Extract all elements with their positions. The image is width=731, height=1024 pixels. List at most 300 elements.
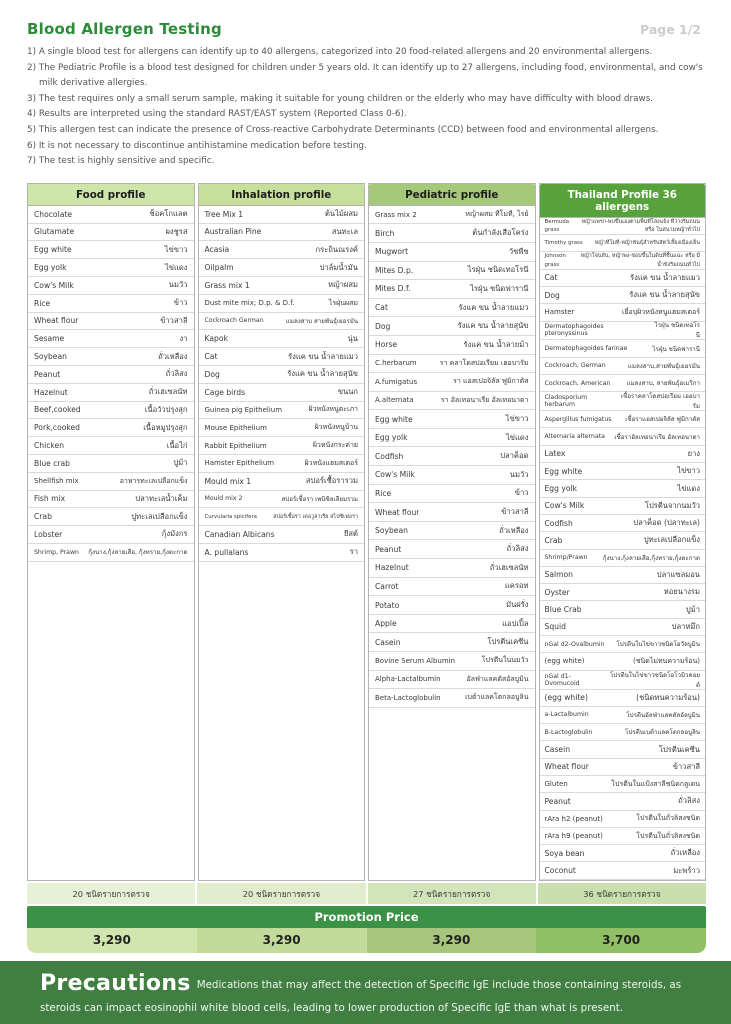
allergen-name-en: Crab xyxy=(34,512,52,522)
allergen-row xyxy=(540,567,706,584)
allergen-name-en: Casein xyxy=(375,637,401,647)
allergen-name-en: Cow's Milk xyxy=(34,280,74,290)
allergen-name-en: Oyster xyxy=(544,587,570,597)
allergen-name-en: Soya bean xyxy=(544,848,585,858)
allergen-name-th: อาหารทะเลเปลือกแข็ง xyxy=(119,476,188,485)
allergen-row xyxy=(540,828,706,845)
allergen-name-th: ไรฝุ่นผสม xyxy=(328,298,358,307)
column-body xyxy=(199,206,365,880)
allergen-name-th: เชื้อราคลาโดสปอเรียม เฮอบารัม xyxy=(620,393,700,411)
allergen-name-th: โปรตีนในแป้งสาลีชนิดกลูเตน xyxy=(611,779,700,788)
allergen-name-en: Hazelnut xyxy=(375,563,409,573)
allergen-name-th: มันฝรั่ง xyxy=(506,600,529,610)
allergen-row xyxy=(369,206,535,225)
allergen-row xyxy=(369,355,535,374)
profile-column-thailand xyxy=(539,183,707,881)
allergen-row xyxy=(199,277,365,295)
allergen-row xyxy=(199,544,365,562)
allergen-row xyxy=(369,392,535,411)
allergen-row xyxy=(199,330,365,348)
allergen-name-en: Casein xyxy=(544,745,571,755)
column-count: 27 ชนิดรายการตรวจ xyxy=(368,883,536,904)
allergen-name-th: ผิวหนังแฮมสเตอร์ xyxy=(304,458,358,467)
allergen-row xyxy=(369,522,535,541)
allergen-name-th: ปลาทะเลน้ำเค็ม xyxy=(135,493,188,503)
allergen-name-th: ผิวหนังหนูบ้าน xyxy=(314,423,358,432)
allergen-name-th: หญ้าโจนสัน, หญ้าพง-ชอบขึ้นในดินที่ชื้นแฉะ หรือ มีน้ำขังริมถนนทั่วไป xyxy=(580,253,700,268)
allergen-name-en: Potato xyxy=(375,600,400,610)
allergen-name-en: Egg yolk xyxy=(544,484,577,493)
allergen-name-en: Carrot xyxy=(375,581,399,591)
allergen-row xyxy=(540,322,706,341)
allergen-row xyxy=(199,313,365,331)
allergen-name-en: Beta-Lactoglobulin xyxy=(375,693,441,702)
allergen-row xyxy=(28,384,194,402)
allergen-name-en: Codfish xyxy=(544,518,573,528)
allergen-row xyxy=(28,366,194,384)
allergen-name-th: โปรตีนในถั่วลิสงชนิด xyxy=(636,831,700,840)
allergen-row xyxy=(199,508,365,526)
allergen-name-th: ไรฝุ่น ชนิดฟารานี xyxy=(652,345,700,353)
allergen-name-en: Apple xyxy=(375,619,397,629)
allergen-row xyxy=(199,295,365,313)
allergen-row xyxy=(540,480,706,497)
allergen-row xyxy=(540,270,706,287)
allergen-name-th: เชื้อราอัลเทอนาเรีย อัลเทอนาตา xyxy=(614,433,700,441)
allergen-name-en: Sesame xyxy=(34,334,65,344)
allergen-name-th: เนื้อวัวปรุงสุก xyxy=(144,404,188,414)
allergen-name-en: Mouse Epithelium xyxy=(204,423,267,432)
allergen-name-th: สปอร์เชื้อรา เคอวูลาเรีย สไปซิเฟอรา xyxy=(273,513,358,520)
allergen-name-en: Dog xyxy=(544,290,560,300)
allergen-row xyxy=(199,455,365,473)
allergen-name-th: ไรฝุ่น ชนิดเทอโรนี xyxy=(654,322,700,340)
allergen-name-en: Guinea pig Epithelium xyxy=(204,405,283,414)
allergen-row xyxy=(199,384,365,402)
allergen-row xyxy=(369,671,535,690)
allergen-name-en: Mites D.p. xyxy=(375,265,414,275)
allergen-name-th: ปลาแซลมอน xyxy=(656,569,700,579)
allergen-name-th: ปลาหมึก xyxy=(671,621,700,631)
allergen-name-en: Hamster Epithelium xyxy=(204,459,275,468)
allergen-row xyxy=(28,437,194,455)
allergen-name-en: Bovine Serum Albumin xyxy=(375,656,456,665)
allergen-name-th: ผงชูรส xyxy=(165,226,188,236)
allergen-row xyxy=(540,358,706,375)
allergen-row xyxy=(540,515,706,532)
allergen-name-th: แครอท xyxy=(504,581,529,591)
allergen-row xyxy=(540,759,706,776)
allergen-row xyxy=(28,526,194,544)
allergen-row xyxy=(369,596,535,615)
allergen-row xyxy=(199,437,365,455)
allergen-name-th: ไข่แดง xyxy=(677,483,700,493)
allergen-name-en: Acasia xyxy=(204,245,230,255)
allergen-row xyxy=(369,540,535,559)
allergen-name-en: A.alternata xyxy=(375,396,414,405)
allergen-name-en: Cockroach, American xyxy=(544,379,611,387)
allergen-name-th: เนื้อหมูปรุงสุก xyxy=(143,422,188,432)
allergen-row xyxy=(540,653,706,670)
allergen-name-th: แมลงสาบ, สายพันธุ์อเมริกา xyxy=(626,380,700,388)
allergen-name-en: Cow's Milk xyxy=(375,470,415,480)
precautions-section xyxy=(0,961,731,1024)
allergen-name-th: นมวัว xyxy=(168,280,188,290)
allergen-name-en: Cockroach, German xyxy=(544,362,606,370)
allergen-name-en: Alpha-Lactalbumin xyxy=(375,675,441,684)
price-cell: 3,700 xyxy=(536,928,706,953)
allergen-row xyxy=(540,218,706,235)
allergen-name-en: Wheat flour xyxy=(34,316,79,326)
allergen-row xyxy=(540,446,706,463)
page-title: Blood Allergen Testing xyxy=(27,20,222,38)
allergen-name-en: Coconut xyxy=(544,866,576,876)
allergen-row xyxy=(540,793,706,810)
column-header: Pediatric profile xyxy=(369,184,535,206)
allergen-row xyxy=(540,463,706,480)
allergen-row xyxy=(369,485,535,504)
allergen-row xyxy=(28,277,194,295)
allergen-name-th: งา xyxy=(179,333,188,343)
allergen-row xyxy=(28,508,194,526)
allergen-name-en: Cladosporium herbarum xyxy=(544,394,588,409)
allergen-row xyxy=(540,724,706,741)
allergen-row xyxy=(199,473,365,491)
allergen-name-th: หญ้าทีโมที-หญ้าพันธุ์สำหรับสัตว์เลี้ยงเมืองเย็น xyxy=(594,240,700,247)
allergen-name-en: Aspergillus fumigatus xyxy=(544,415,612,423)
allergen-name-th: ต้นกำลังเสือโคร่ง xyxy=(472,228,529,238)
allergen-row xyxy=(199,224,365,242)
allergen-row xyxy=(540,235,706,252)
allergen-name-th: ถั่วเหลือง xyxy=(158,351,188,361)
allergen-name-th: ถั่วลิสง xyxy=(678,796,700,806)
allergen-name-th: โปรตีนในไข่ขาวชนิดโอวัลบูมิน xyxy=(616,641,700,649)
allergen-name-en: Peanut xyxy=(544,796,571,806)
allergen-name-en: Blue Crab xyxy=(544,605,582,615)
allergen-row xyxy=(28,206,194,224)
column-body xyxy=(369,206,535,880)
promotion-price-bar: Promotion Price xyxy=(27,906,706,928)
allergen-row xyxy=(540,690,706,707)
allergen-row xyxy=(540,304,706,321)
allergen-row xyxy=(540,532,706,549)
allergen-name-th: กุ้งนาง,กุ้งลายเสือ,กุ้งทราย,กุ้งตะกาด xyxy=(602,554,700,562)
price-cell: 3,290 xyxy=(197,928,367,953)
allergen-name-en: Timothy grass xyxy=(544,240,583,247)
allergen-name-en: Cow's Milk xyxy=(544,501,585,511)
allergen-row xyxy=(540,340,706,357)
allergen-name-en: Wheat flour xyxy=(544,762,589,772)
allergen-name-en: (egg white) xyxy=(544,657,585,666)
allergen-name-en: Cat xyxy=(544,273,558,283)
allergen-name-th: รังแค ขน น้ำลายแมว xyxy=(630,272,700,282)
allergen-row xyxy=(540,619,706,636)
allergen-name-en: Cockroach German xyxy=(204,317,264,325)
allergen-name-th: ปาล์มน้ำมัน xyxy=(319,262,358,272)
allergen-name-th: ปูม้า xyxy=(685,604,700,614)
allergen-name-en: Salmon xyxy=(544,570,573,580)
allergen-name-th: รังแค ขน น้ำลายสุนัข xyxy=(629,290,700,300)
allergen-name-th: รา แอสเปอจิลัส ฟูมิกาตัส xyxy=(453,377,529,386)
allergen-name-en: Chicken xyxy=(34,441,65,450)
allergen-name-th: ปูม้า xyxy=(173,458,188,468)
allergen-name-th: รา xyxy=(349,547,358,557)
allergen-row xyxy=(540,550,706,567)
price-cell: 3,290 xyxy=(27,928,197,953)
counts-row xyxy=(27,883,706,904)
allergen-name-th: เชื้อราแอสเปอจิลัส ฟูมิกาตัส xyxy=(625,416,700,424)
allergen-row xyxy=(540,252,706,269)
allergen-row xyxy=(28,419,194,437)
allergen-name-th: กุ้งมังกร xyxy=(161,529,188,539)
allergen-name-th: ปูทะเลเปลือกแข็ง xyxy=(131,511,188,521)
allergen-name-en: Dermatophagoides pteronyssinus xyxy=(544,323,604,338)
page-number: Page 1/2 xyxy=(640,22,701,37)
allergen-row xyxy=(369,336,535,355)
profile-column-pediatric xyxy=(368,183,536,881)
allergen-name-th: โปรตีนอัลฟ่าแลคตัลอัลบูมิน xyxy=(626,711,700,719)
allergen-name-th: กระถินณรงค์ xyxy=(315,244,358,254)
allergen-name-th: ถั่วลิสง xyxy=(165,369,188,379)
allergen-name-th: ผิวหนังกระต่าย xyxy=(312,441,358,449)
allergen-name-th: ผิวหนังหนูตะเภา xyxy=(308,405,358,414)
allergen-name-th: โปรตีนในนมวัว xyxy=(481,656,529,665)
allergen-name-en: Soybean xyxy=(375,526,408,536)
intro-item: 2) The Pediatric Profile is a blood test designed for children under 5 years old. It can identify up to 27 allergens, including food, environmental, and cow's milk derivative allergies. xyxy=(27,62,703,89)
allergen-row xyxy=(540,671,706,690)
allergen-name-en: Bermuda grass xyxy=(544,218,570,233)
allergen-name-th: ปูทะเลเปลือกแข็ง xyxy=(643,535,700,545)
allergen-name-en: Curvularia spicifera xyxy=(204,513,257,520)
allergen-row xyxy=(199,526,365,544)
allergen-name-en: Egg white xyxy=(34,245,72,255)
allergen-row xyxy=(369,299,535,318)
allergen-name-th: เนื้อไก่ xyxy=(166,440,188,450)
allergen-name-en: Crab xyxy=(544,535,563,545)
allergen-row xyxy=(540,375,706,392)
allergen-name-en: Rabbit Epithelium xyxy=(204,441,267,450)
allergen-name-th: อัลฟ่าแลคตัสอัลบูมิน xyxy=(466,674,529,683)
allergen-row xyxy=(540,862,706,879)
allergen-name-th: โปรตีนจากนมวัว xyxy=(644,500,700,510)
allergen-name-en: nGal d2-Ovalbumin xyxy=(544,640,605,648)
allergen-name-en: Shrimp, Prawn xyxy=(34,548,79,556)
allergen-name-en: Egg yolk xyxy=(375,433,408,443)
price-row xyxy=(27,928,706,953)
allergen-name-th: ช็อคโกแลต xyxy=(149,209,188,219)
allergen-row xyxy=(540,428,706,445)
allergen-name-th: โปรตีนในถั่วลิสงชนิด xyxy=(636,814,700,823)
allergen-row xyxy=(369,652,535,671)
allergen-name-th: สปอร์เชื้อรารวม xyxy=(305,476,358,486)
price-cell: 3,290 xyxy=(367,928,537,953)
allergen-name-en: B-Lactoglobulin xyxy=(544,728,593,736)
allergen-name-th: ถั่วเฮเซลนัท xyxy=(148,387,188,397)
allergen-name-en: Rice xyxy=(34,298,51,308)
allergen-row xyxy=(369,466,535,485)
allergen-name-en: Cat xyxy=(375,303,388,313)
allergen-row xyxy=(369,280,535,299)
allergen-row xyxy=(28,295,194,313)
column-count: 20 ชนิดรายการตรวจ xyxy=(27,883,195,904)
allergen-name-en: Dog xyxy=(204,369,220,379)
allergen-name-th: ยาง xyxy=(687,448,700,458)
allergen-row xyxy=(540,636,706,653)
allergen-row xyxy=(369,503,535,522)
allergen-row xyxy=(199,259,365,277)
allergen-row xyxy=(28,491,194,509)
allergen-row xyxy=(540,707,706,724)
allergen-row xyxy=(540,741,706,758)
allergen-row xyxy=(28,348,194,366)
allergen-row xyxy=(540,498,706,515)
allergen-row xyxy=(28,313,194,331)
column-header: Food profile xyxy=(28,184,194,206)
allergen-row xyxy=(369,633,535,652)
allergen-name-en: nGal d1-Ovomucoid xyxy=(544,672,580,687)
allergen-name-en: Dust mite mix; D.p. & D.f. xyxy=(204,299,295,308)
allergen-name-en: Mites D.f. xyxy=(375,284,411,294)
allergen-name-th: นมวัว xyxy=(509,469,529,479)
allergen-row xyxy=(28,330,194,348)
allergen-row xyxy=(540,392,706,411)
allergen-name-en: Squid xyxy=(544,622,566,632)
allergen-name-th: มะพร้าว xyxy=(673,865,700,875)
allergen-name-th: แมลงสาบ,สายพันธุ์เยอรมัน xyxy=(627,362,700,370)
precautions-title: Precautions xyxy=(40,971,191,996)
allergen-name-th: เบต้าแลคโตกลอบูลิน xyxy=(465,693,529,702)
allergen-row xyxy=(369,578,535,597)
allergen-name-th: หญ้าผสม xyxy=(328,280,358,290)
profiles-grid xyxy=(27,183,706,881)
allergen-name-th: สปอร์เชื้อรา เพนิซิลเลียมรวม xyxy=(281,495,358,503)
allergen-name-en: Rice xyxy=(375,488,392,498)
allergen-name-en: Grass mix 1 xyxy=(204,280,250,290)
allergen-name-th: ไข่แดง xyxy=(164,262,188,272)
allergen-name-en: Hazelnut xyxy=(34,387,68,397)
allergen-row xyxy=(369,689,535,708)
intro-list xyxy=(27,45,706,170)
allergen-name-th: ปลาค็อด xyxy=(500,451,529,461)
allergen-name-en: Oilpalm xyxy=(204,263,234,273)
allergen-row xyxy=(28,455,194,473)
allergen-name-en: Tree Mix 1 xyxy=(204,209,244,219)
allergen-name-en: Peanut xyxy=(34,369,61,379)
allergen-name-th: ไรฝุ่น ชนิดฟารานี xyxy=(470,283,529,293)
intro-item: 3) The test requires only a small serum sample, making it suitable for young children or the elderly who may have difficulty with blood draws. xyxy=(27,93,654,104)
allergen-name-th: ไรฝุ่น ชนิดเทอโรนี xyxy=(467,265,529,275)
allergen-name-en: Australian Pine xyxy=(204,227,262,237)
allergen-name-en: A. pullalans xyxy=(204,547,249,557)
allergen-name-th: หอยนางรม xyxy=(663,587,700,597)
allergen-name-en: Egg white xyxy=(544,466,583,476)
allergen-name-th: ไข่ขาว xyxy=(164,244,188,254)
allergen-row xyxy=(369,559,535,578)
allergen-row xyxy=(199,402,365,420)
allergen-name-en: Cage birds xyxy=(204,387,246,397)
allergen-name-th: (ชนิดทนความร้อน) xyxy=(636,692,700,702)
allergen-row xyxy=(28,224,194,242)
column-body xyxy=(28,206,194,880)
allergen-row xyxy=(540,776,706,793)
allergen-name-th: ถั่วเหลือง xyxy=(499,525,529,535)
allergen-name-th: ข้าว xyxy=(173,298,188,308)
allergen-name-en: Alternaria alternata xyxy=(544,433,605,441)
allergen-row xyxy=(369,615,535,634)
allergen-name-en: Gluten xyxy=(544,780,568,789)
allergen-name-en: Latex xyxy=(544,449,566,459)
allergen-name-en: Beef,cooked xyxy=(34,405,81,415)
allergen-row xyxy=(199,491,365,509)
allergen-name-en: a-Lactalbumin xyxy=(544,711,589,719)
allergen-name-th: สนทะเล xyxy=(331,226,358,236)
allergen-name-th: ยีสต์ xyxy=(343,529,358,539)
allergen-name-en: Cat xyxy=(204,352,218,362)
profile-column-food xyxy=(27,183,195,881)
allergen-name-en: Lobster xyxy=(34,529,63,539)
allergen-row xyxy=(199,206,365,224)
allergen-name-en: Johnson grass xyxy=(544,253,566,268)
allergen-name-en: Glutamate xyxy=(34,227,75,237)
allergen-row xyxy=(540,845,706,862)
allergen-name-th: หญ้าผสม ทีโมที, ไรย์ xyxy=(465,210,529,219)
allergen-name-th: รังแค ขน น้ำลายแมว xyxy=(288,351,358,361)
allergen-row xyxy=(369,224,535,243)
allergen-name-th: ถั่วเฮเซลนัท xyxy=(489,562,529,572)
allergen-name-en: Canadian Albicans xyxy=(204,529,275,539)
allergen-name-th: รา อัลเทอนาเรีย อัลเทอนาตา xyxy=(440,395,529,404)
allergen-name-en: Wheat flour xyxy=(375,507,420,517)
allergen-row xyxy=(540,584,706,601)
allergen-name-th: ไข่ขาว xyxy=(505,414,529,424)
allergen-row xyxy=(28,473,194,491)
allergen-name-en: Peanut xyxy=(375,544,402,554)
allergen-name-en: Kapok xyxy=(204,334,228,344)
allergen-name-en: Grass mix 2 xyxy=(375,210,417,219)
column-count: 36 ชนิดรายการตรวจ xyxy=(538,883,706,904)
allergen-name-en: Dermatophagoides farinae xyxy=(544,345,628,353)
allergen-row xyxy=(28,241,194,259)
allergen-name-th: โปรตีนเบต้าแลคโตกลอบูลิน xyxy=(625,729,700,737)
allergen-name-th: โปรตีนในไข่ขาวชนิดโอโวมิวคอยด์ xyxy=(610,671,700,689)
intro-item: 1) A single blood test for allergens can identify up to 40 allergens, categorized into 20 food-related allergens and 20 environmental allergens. xyxy=(27,47,653,57)
allergen-row xyxy=(199,348,365,366)
allergen-row xyxy=(199,241,365,259)
allergen-name-en: Mould mix 2 xyxy=(204,495,243,503)
intro-item: 6) It is not necessary to discontinue antihistamine medication before testing. xyxy=(27,140,367,151)
allergen-name-th: ข้าวสาลี xyxy=(501,507,529,517)
allergen-row xyxy=(199,366,365,384)
allergen-name-th: เยื่อบุผิวหนังหนูแฮมสเตอร์ xyxy=(622,307,700,316)
allergen-name-th: รา คลาโดสปอเรียม เฮอบารัม xyxy=(439,358,529,367)
intro-item: 5) This allergen test can indicate the presence of Cross-reactive Carbohydrate Determinants (CCD) between food and environmental allergens. xyxy=(27,124,659,135)
allergen-name-en: C.herbarum xyxy=(375,359,417,368)
allergen-name-th: ไข่ขาว xyxy=(677,466,700,476)
allergen-name-th: (ชนิดไม่ทนความร้อน) xyxy=(633,656,700,665)
allergen-row xyxy=(369,243,535,262)
allergen-name-th: ถั่วลิสง xyxy=(506,544,529,554)
allergen-name-en: Egg yolk xyxy=(34,263,67,273)
allergen-name-en: A.fumigatus xyxy=(375,377,418,386)
allergen-name-en: rAra h2 (peanut) xyxy=(544,814,603,823)
allergen-name-th: รังแค ขน น้ำลายม้า xyxy=(463,339,529,349)
allergen-name-th: ขนนก xyxy=(337,387,358,397)
allergen-name-en: Dog xyxy=(375,321,391,331)
allergen-name-th: นุ่น xyxy=(347,333,358,343)
allergen-name-en: Shrimp/Prawn xyxy=(544,554,588,562)
allergen-name-en: rAra h9 (peanut) xyxy=(544,832,603,841)
allergen-name-en: Hamster xyxy=(544,308,575,317)
